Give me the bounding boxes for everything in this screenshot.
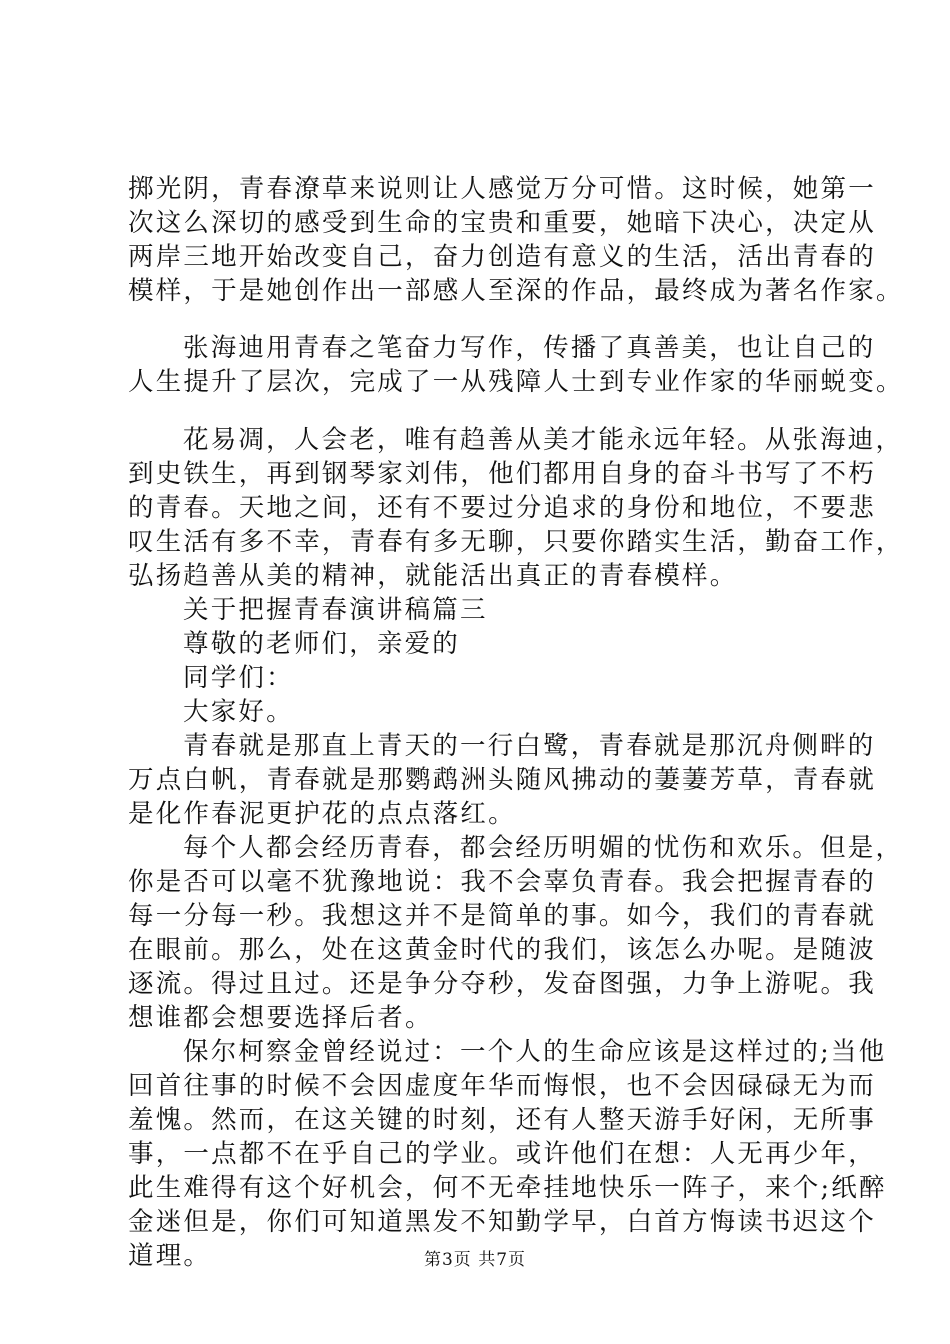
text-line: 模样，于是她创作出一部感人至深的作品，最终成为著名作家。	[128, 276, 904, 306]
text-line: 回首往事的时候不会因虚度年华而悔恨，也不会因碌碌无为而	[128, 1071, 876, 1101]
text-line: 你是否可以毫不犹豫地说：我不会辜负青春。我会把握青春的	[128, 867, 876, 897]
page-number-footer: 第3页 共7页	[423, 1250, 527, 1270]
paragraph-continuation	[128, 172, 904, 308]
text-line: 逐流。得过且过。还是争分夺秒，发奋图强，力争上游呢。我	[128, 969, 876, 999]
text-line: 事，一点都不在乎自己的学业。或许他们在想：人无再少年，	[128, 1139, 876, 1169]
salutation-line: 尊敬的老师们，亲爱的	[183, 629, 461, 659]
text-line: 在眼前。那么，处在这黄金时代的我们，该怎么办呢。是随波	[128, 935, 876, 965]
text-line: 次这么深切的感受到生命的宝贵和重要，她暗下决心，决定从	[128, 208, 876, 238]
text-line: 到史铁生，再到钢琴家刘伟，他们都用自身的奋斗书写了不朽	[128, 459, 876, 489]
text-line: 道理。	[128, 1241, 212, 1271]
greeting-line: 大家好。	[183, 697, 294, 727]
text-line: 青春就是那直上青天的一行白鹭，青春就是那沉舟侧畔的	[183, 731, 876, 761]
text-line: 弘扬趋善从美的精神，就能活出真正的青春模样。	[128, 561, 738, 591]
text-line: 花易凋，人会老，唯有趋善从美才能永远年轻。从张海迪，	[183, 425, 904, 455]
text-line: 每一分每一秒。我想这并不是简单的事。如今，我们的青春就	[128, 901, 876, 931]
text-line: 万点白帆，青春就是那鹦鹉洲头随风拂动的萋萋芳草，青春就	[128, 765, 876, 795]
text-line: 每个人都会经历青春，都会经历明媚的忧伤和欢乐。但是，	[183, 833, 904, 863]
text-line: 羞愧。然而，在这关键的时刻，还有人整天游手好闲，无所事	[128, 1105, 876, 1135]
text-line: 人生提升了层次，完成了一从残障人士到专业作家的华丽蜕变。	[128, 367, 904, 397]
text-line: 此生难得有这个好机会，何不无牵挂地快乐一阵子，来个;纸醉	[128, 1173, 887, 1203]
salutation-line: 同学们：	[183, 663, 294, 693]
text-line: 张海迪用青春之笔奋力写作，传播了真善美，也让自己的	[183, 333, 876, 363]
text-line: 两岸三地开始改变自己，奋力创造有意义的生活，活出青春的	[128, 242, 876, 272]
text-line: 的青春。天地之间，还有不要过分追求的身份和地位，不要悲	[128, 493, 876, 523]
text-line: 想谁都会想要选择后者。	[128, 1003, 433, 1033]
paragraph-main	[128, 423, 904, 1273]
text-line: 保尔柯察金曾经说过：一个人的生命应该是这样过的;当他	[183, 1037, 887, 1067]
text-line: 金迷但是，你们可知道黑发不知勤学早，白首方悔读书迟这个	[128, 1207, 876, 1237]
text-line: 掷光阴，青春潦草来说则让人感觉万分可惜。这时候，她第一	[128, 174, 876, 204]
text-line: 是化作春泥更护花的点点落红。	[128, 799, 516, 829]
paragraph-zhang-haidi	[128, 331, 904, 399]
text-line: 叹生活有多不幸，青春有多无聊，只要你踏实生活，勤奋工作，	[128, 527, 904, 557]
section-heading: 关于把握青春演讲稿篇三	[183, 595, 488, 625]
